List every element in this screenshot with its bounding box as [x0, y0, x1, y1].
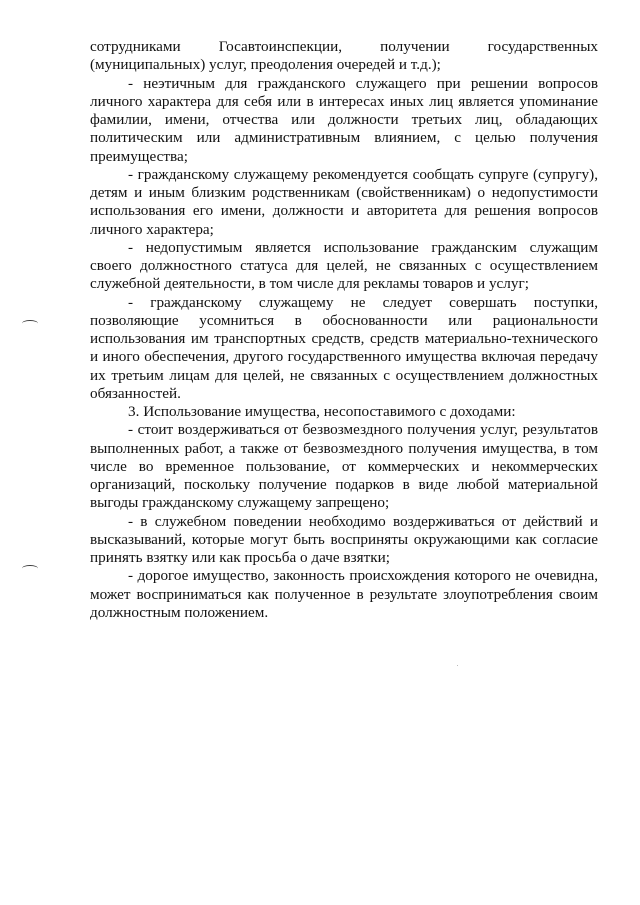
paragraph-continuation: сотрудниками Госавтоинспекции, получении государственных (муниципальных) услуг, преодоления очередей и т.д.);	[90, 38, 598, 74]
document-body	[90, 38, 598, 622]
paragraph-bullet: - неэтичным для гражданского служащего при решении вопросов личного характера для себя или в интересах иных лиц является упоминание фамилии, имени, отчества или должности третьих лиц, обладающих политическим или административным влиянием, с целью получения преимущества;	[90, 74, 598, 165]
paragraph-bullet: - гражданскому служащему рекомендуется сообщать супруге (супругу), детям и иным близким родственникам (свойственникам) о недопустимости использования его имени, должности и авторитета для решения вопросов личного характера;	[90, 165, 598, 238]
paragraph-bullet: - дорогое имущество, законность происхождения которого не очевидна, может восприниматься как полученное в результате злоупотребления своим должностным положением.	[90, 567, 598, 621]
scan-speck	[457, 665, 458, 666]
scan-margin-mark	[22, 565, 38, 572]
scan-margin-mark	[22, 320, 38, 327]
paragraph-bullet: - в служебном поведении необходимо воздерживаться от действий и высказываний, которые могут быть восприняты окружающими как согласие принять взятку или как просьба о даче взятки;	[90, 512, 598, 566]
paragraph-bullet: - гражданскому служащему не следует совершать поступки, позволяющие усомниться в обоснованности или рациональности использования им транспортных средств, средств материально-технического и иного обеспечения, другого государственного имущества включая передачу их третьим лицам для целей, не связанных с осуществлением должностных обязанностей.	[90, 293, 598, 402]
section-heading: 3. Использование имущества, несопоставимого с доходами:	[128, 403, 516, 420]
paragraph-bullet: - недопустимым является использование гражданским служащим своего должностного статуса для целей, не связанных с осуществлением служебной деятельности, в том числе для рекламы товаров и услуг;	[90, 238, 598, 293]
paragraph-bullet: - стоит воздерживаться от безвозмездного получения услуг, результатов выполненных работ, а также от безвозмездного получения имущества, в том числе во временное пользование, от коммерческих и некоммерческих организаций, поскольку получение подарков в виде любой материальной выгоды гражданскому служащему запрещено;	[90, 421, 598, 512]
